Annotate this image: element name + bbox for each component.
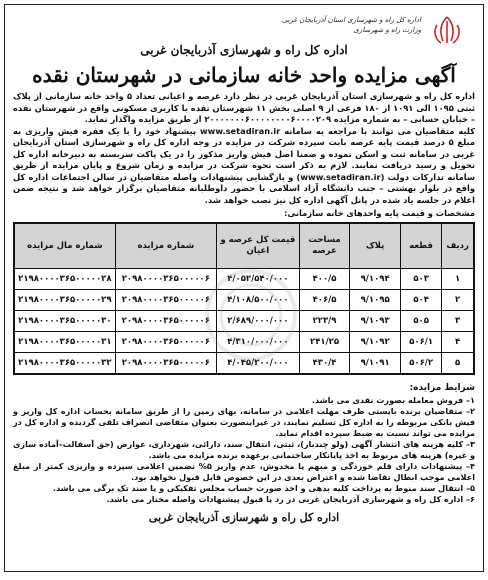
cell-plaque: ۹/۱۰۹۲: [350, 332, 401, 353]
table-subhead: مشخصات و قیمت پایه واحدهای خانه سازمانی:: [284, 208, 475, 218]
cell-total-price: ۴/۰۴۵/۲۰۰/۰۰۰: [216, 353, 299, 375]
org-line-2: وزارت راه و شهرسازی: [353, 26, 421, 34]
cell-area: ۴۰۰/۵: [299, 269, 350, 290]
condition-item: ۵– انتقال سند منوط به پرداخت کلیه بدهی و اخذ صورت حساب مجلس تفکیکی و یا سند تک برگی می باشد.: [52, 483, 475, 493]
condition-item: ۱– فروش معامله بصورت نقدی می باشد.: [311, 395, 475, 405]
cell-asset-number: ۲۱۹۸۰۰۰۰۳۶۵۰۰۰۰۰۳۲: [14, 353, 115, 375]
cell-lot: ۵۰۴: [400, 290, 441, 311]
cell-asset-number: ۲۱۹۸۰۰۰۰۳۶۵۰۰۰۰۰۳۱: [14, 332, 115, 353]
condition-item: ۴– پیشنهادات دارای قلم خوردگی و مبهم یا مخدوش، عدم واریز ۵% تضمین اعلامی سپرده و واریزی کمتر از مبلغ اعلامی موجب ابطال تقاضا شده و اعتراض بعدی در این خصوص قابل قبول نخواهد بود.: [13, 461, 475, 482]
cell-area: ۴۰۶/۵: [299, 290, 350, 311]
cell-area: ۲۲۳/۹: [299, 311, 350, 332]
cell-asset-number: ۲۱۹۸۰۰۰۰۳۶۵۰۰۰۰۰۲۸: [14, 269, 115, 290]
col-header-lot: قطعه: [400, 223, 441, 269]
cell-auction-number: ۲۰۹۸۰۰۰۰۳۶۵۰۰۰۰۰۶: [115, 332, 216, 353]
conditions-list: [13, 395, 475, 505]
condition-item: ۲– متقاضیان برنده بایستی ظرف مهلت اعلامی در سامانه، بهای زمین را از طریق سامانه بحساب اداره کل واریز و فیش بانکی مربوطه را به اداره کل تسلیم نمایند، در غیراینصورت بعنوان متقاضی انصراف تلقی گردیده و اداره کل در مزایده می تواند نسبت به ضبط سپرده اقدام نماید.: [13, 406, 475, 438]
cell-area: ۴۳۰/۴: [299, 353, 350, 375]
conditions-title: شرایط مزایده:: [409, 383, 475, 393]
cell-total-price: ۴/۱۰۸/۵۰۰/۰۰۰: [216, 290, 299, 311]
cell-area: ۲۴۱/۲۵: [299, 332, 350, 353]
cell-row-number: ۳: [442, 311, 474, 332]
cell-asset-number: ۲۱۹۸۰۰۰۰۳۶۵۰۰۰۰۰۳۰: [14, 311, 115, 332]
cell-auction-number: ۲۰۹۸۰۰۰۰۳۶۵۰۰۰۰۰۶: [115, 353, 216, 375]
col-header-total-price: قیمت کل عرصه و اعیان: [216, 223, 299, 269]
cell-total-price: ۴/۳۱۰/۰۰۰/۰۰۰: [216, 332, 299, 353]
body-text: [13, 91, 475, 206]
cell-auction-number: ۲۰۹۸۰۰۰۰۳۶۵۰۰۰۰۰۶: [115, 269, 216, 290]
cell-plaque: ۹/۱۰۹۱: [350, 353, 401, 375]
col-header-auction-number: شماره مزایده: [115, 223, 216, 269]
table-header-row: [14, 223, 474, 269]
cell-asset-number: ۲۱۹۸۰۰۰۰۳۶۵۰۰۰۰۰۲۹: [14, 290, 115, 311]
col-header-asset-number: شماره مال مزایده: [14, 223, 115, 269]
col-header-row-number: ردیف: [442, 223, 474, 269]
instructions-paragraph: کلیه متقاضیان می توانند با مراجعه به سامانه www.setadiran.ir پیشنهاد خود را با یک فقره فیش واریزی به مبلغ ۵ درصد قیمت پایه عرصه بابت سپرده شرکت در مزایده در وجه اداره کل راه و شهرسازی استان آذربایجان غربی در سامانه ثبت و اسکن نموده و ضمنا اصل فیش واریز مذکور را در یک پاکت سربسته به دبیرخانه اداره کل تحویل و رسید دریافت نمایند. لازم به ذکر است نحوه شرکت در مزایده و زمان شروع و پایان مزایده از طریق سامانه تدارکات دولت (www.setadiran.ir) و بازگشایی پیشنهادات واصله متقاضیان در سالن اجتماعات اداره کل واقع در بلوار بهشتی – جنب دانشگاه آزاد اسلامی با حضور داوطلبانه متقاضیان برگزار خواهد شد و نتیجه ضمن اعلام در جلسه یاد شده در پانل آگهی اداره کل نیز نصب خواهد شد.: [13, 125, 475, 205]
cell-plaque: ۹/۱۰۹۵: [350, 290, 401, 311]
main-title: آگهی مزایده واحد خانه سازمانی در شهرستان نقده: [32, 63, 456, 87]
org-title: اداره کل راه و شهرسازی آذربایجان غربی: [140, 43, 348, 57]
cell-row-number: ۲: [442, 290, 474, 311]
watermark-icon: [201, 265, 301, 365]
condition-item: ۳– کلیه هزینه های انتشار آگهی (ولو چندبار)، ثبتی، انتقال سند، دارائی، شهرداری، عوارض (حق آسفالت–آماده سازی و غیره) هزینه های مربوط به اخذ پایانکار ساختمانی برعهده برنده مزایده می باشد.: [13, 439, 475, 460]
cell-row-number: ۴: [442, 332, 474, 353]
cell-row-number: ۱: [442, 269, 474, 290]
org-line-1: اداره کل راه و شهرسازی استان آذربایجان غربی: [281, 16, 421, 24]
cell-lot: ۵۰۶/۱: [400, 332, 441, 353]
notice-page: [4, 4, 484, 572]
condition-item: ۶– اداره کل راه و شهرسازی آذربایجان غربی در رد یا قبول پیشنهادات واصله مختار می باشد.: [106, 494, 475, 504]
col-header-plaque: پلاک: [350, 223, 401, 269]
col-header-area: مساحت عرصه: [299, 223, 350, 269]
cell-auction-number: ۲۰۹۸۰۰۰۰۳۶۵۰۰۰۰۰۶: [115, 311, 216, 332]
cell-plaque: ۹/۱۰۹۳: [350, 311, 401, 332]
cell-lot: ۵۰۳: [400, 269, 441, 290]
cell-lot: ۵۰۶/۲: [400, 353, 441, 375]
org-lines: [282, 15, 421, 35]
cell-total-price: ۴/۰۵۲/۵۴۰/۰۰۰: [216, 269, 299, 290]
cell-total-price: ۲/۶۸۹/۰۰۰/۰۰۰: [216, 311, 299, 332]
cell-plaque: ۹/۱۰۹۴: [350, 269, 401, 290]
footer-signature: اداره کل راه و شهرسازی آذربایجان غربی: [148, 511, 340, 524]
header: [13, 9, 475, 59]
intro-paragraph: اداره کل راه و شهرسازی استان آذربایجان غربی در نظر دارد عرصه و اعیانی تعداد ۵ واحد خانه سازمانی از پلاک ثبتی ۱۰۹۵ الی ۱۰۹۱ از ۱۸۰ فرعی از ۹ اصلی بخش ۱۱ شهرستان نقده با کاربری مسکونی واقع در شهرستان نقده – خیابان حسابی – به شماره مزایده ۲۰۰۰۰۰۰۰۶۰۰۰۰۰۰۰۰۶۰۰۰۰۲۰۹ از طریق مزایده واگذار نماید.: [13, 91, 475, 124]
cell-auction-number: ۲۰۹۸۰۰۰۰۳۶۵۰۰۰۰۰۶: [115, 290, 216, 311]
cell-row-number: ۵: [442, 353, 474, 375]
cell-lot: ۵۰۵: [400, 311, 441, 332]
